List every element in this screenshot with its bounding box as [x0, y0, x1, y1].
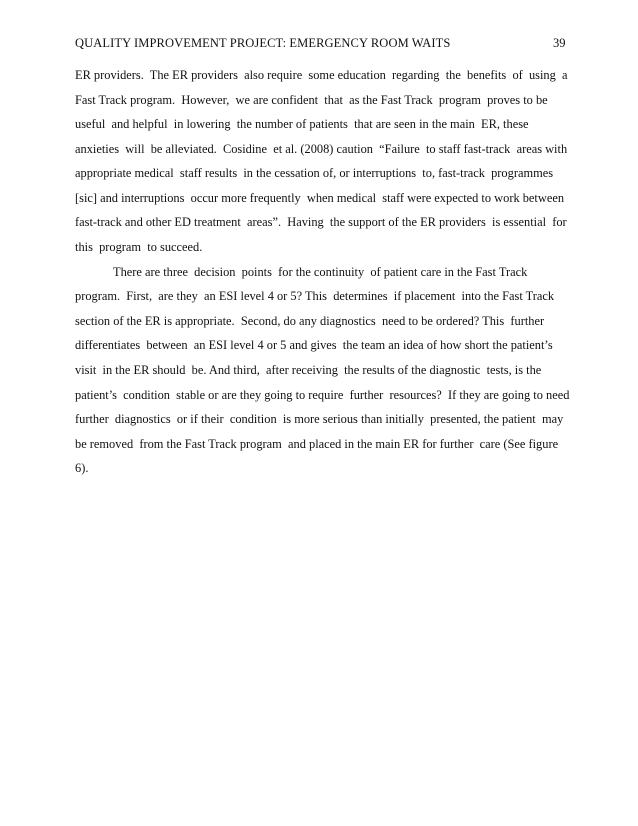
- text-line: Fast Track program. However, we are confident that as the Fast Track program proves to be: [75, 92, 548, 107]
- text-line: anxieties will be alleviated. Cosidine et al. (2008) caution “Failure to staff fast-track areas with: [75, 141, 568, 156]
- text-line: 6).: [75, 461, 89, 476]
- running-head: QUALITY IMPROVEMENT PROJECT: EMERGENCY ROOM WAITS: [75, 36, 451, 50]
- text-line: appropriate medical staff results in the cessation of, or interruptions to, fast-track programmes: [75, 166, 554, 181]
- paragraph-first-line: There are three decision points for the continuity of patient care in the Fast Track: [113, 264, 528, 279]
- text-line: be removed from the Fast Track program and placed in the main ER for further care (See figure: [75, 436, 559, 451]
- text-line: differentiates between an ESI level 4 or 5 and gives the team an idea of how short the patient’s: [75, 338, 553, 353]
- text-line: this program to succeed.: [75, 240, 203, 255]
- text-line: ER providers. The ER providers also require some education regarding the benefits of using a: [75, 68, 568, 82]
- text-line: fast-track and other ED treatment areas”. Having the support of the ER providers is essential for: [75, 215, 567, 230]
- body-text: [75, 63, 575, 481]
- text-line: further diagnostics or if their condition is more serious than initially presented, the patient may: [75, 412, 564, 427]
- text-line: program. First, are they an ESI level 4 or 5? This determines if placement into the Fast Track: [75, 289, 555, 304]
- text-line: section of the ER is appropriate. Second, do any diagnostics need to be ordered? This further: [75, 313, 545, 328]
- page-number: 39: [553, 36, 566, 50]
- text-line: patient’s condition stable or are they going to require further resources? If they are going to need: [75, 387, 570, 402]
- text-line: visit in the ER should be. And third, after receiving the results of the diagnostic tests, is the: [75, 362, 542, 377]
- text-line: useful and helpful in lowering the number of patients that are seen in the main ER, these: [75, 117, 529, 132]
- text-line: [sic] and interruptions occur more frequently when medical staff were expected to work between: [75, 190, 565, 205]
